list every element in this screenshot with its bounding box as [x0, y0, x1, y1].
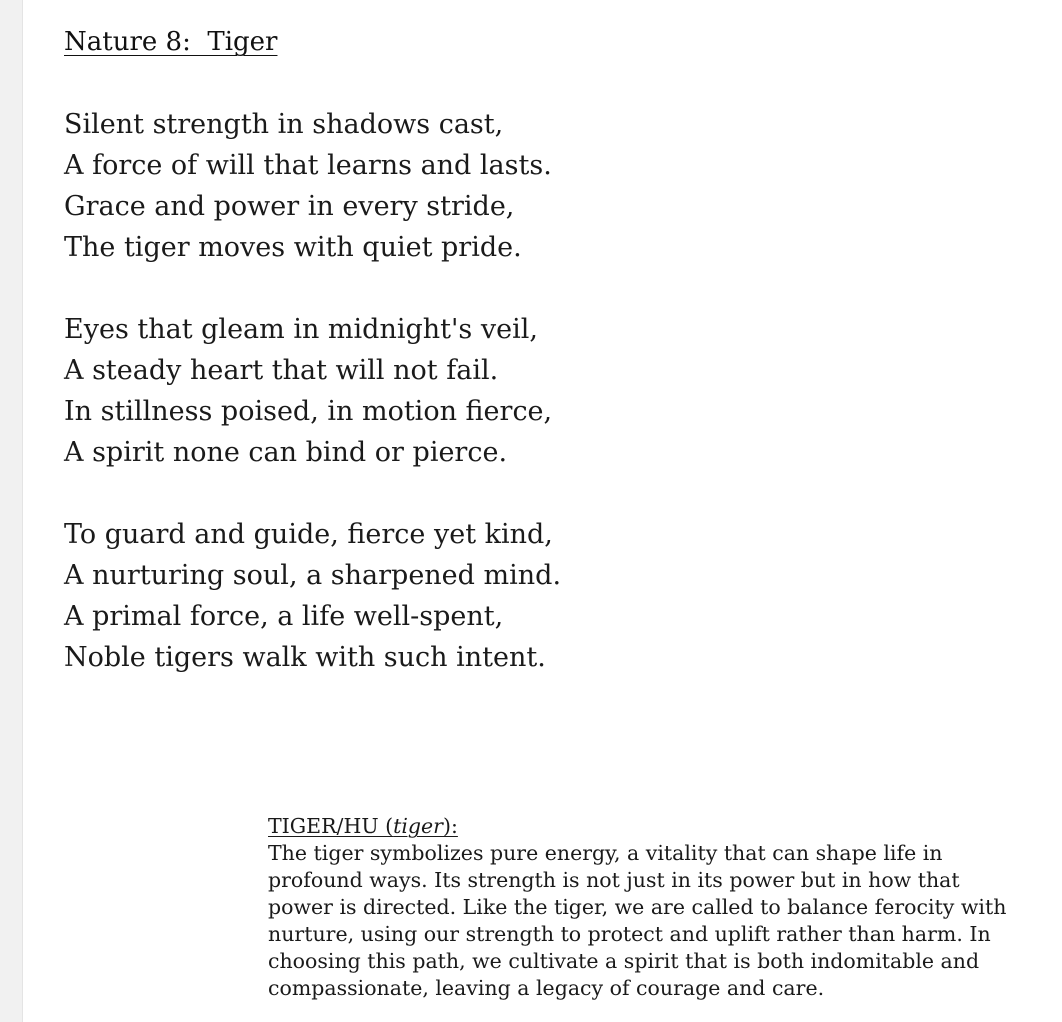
- poem-line: To guard and guide, fierce yet kind,: [64, 519, 553, 550]
- poem-line: A nurturing soul, a sharpened mind.: [64, 560, 562, 591]
- poem-line: Silent strength in shadows cast,: [64, 109, 504, 140]
- note-line: compassionate, leaving a legacy of courage and care.: [268, 976, 825, 1000]
- poem-line: In stillness poised, in motion fierce,: [64, 396, 553, 427]
- stanza-3: [64, 514, 704, 678]
- poem-line: The tiger moves with quiet pride.: [64, 232, 522, 263]
- poem-body: [64, 104, 704, 719]
- note-line: power is directed. Like the tiger, we are called to balance ferocity with: [268, 895, 1007, 919]
- poem-line: Grace and power in every stride,: [64, 191, 515, 222]
- poem-line: Noble tigers walk with such intent.: [64, 642, 546, 673]
- poem-line: A primal force, a life well-spent,: [64, 601, 504, 632]
- note-heading: [268, 813, 458, 840]
- poem-title: Nature 8: Tiger: [64, 27, 278, 57]
- stanza-2: [64, 309, 704, 473]
- poem-line: Eyes that gleam in midnight's veil,: [64, 314, 538, 345]
- tiger-note: [268, 813, 1028, 1002]
- note-heading-suffix: ):: [442, 814, 458, 838]
- stanza-1: [64, 104, 704, 268]
- poem-line: A spirit none can bind or pierce.: [64, 437, 508, 468]
- note-heading-term: tiger: [393, 814, 443, 838]
- note-line: profound ways. Its strength is not just in its power but in how that: [268, 868, 960, 892]
- poem-line: A steady heart that will not fail.: [64, 355, 499, 386]
- note-line: choosing this path, we cultivate a spirit that is both indomitable and: [268, 949, 980, 973]
- note-heading-prefix: TIGER/HU (: [268, 814, 394, 838]
- note-line: The tiger symbolizes pure energy, a vitality that can shape life in: [268, 841, 943, 865]
- poem-line: A force of will that learns and lasts.: [64, 150, 552, 181]
- page-left-margin: [0, 0, 23, 1022]
- note-line: nurture, using our strength to protect and uplift rather than harm. In: [268, 922, 991, 946]
